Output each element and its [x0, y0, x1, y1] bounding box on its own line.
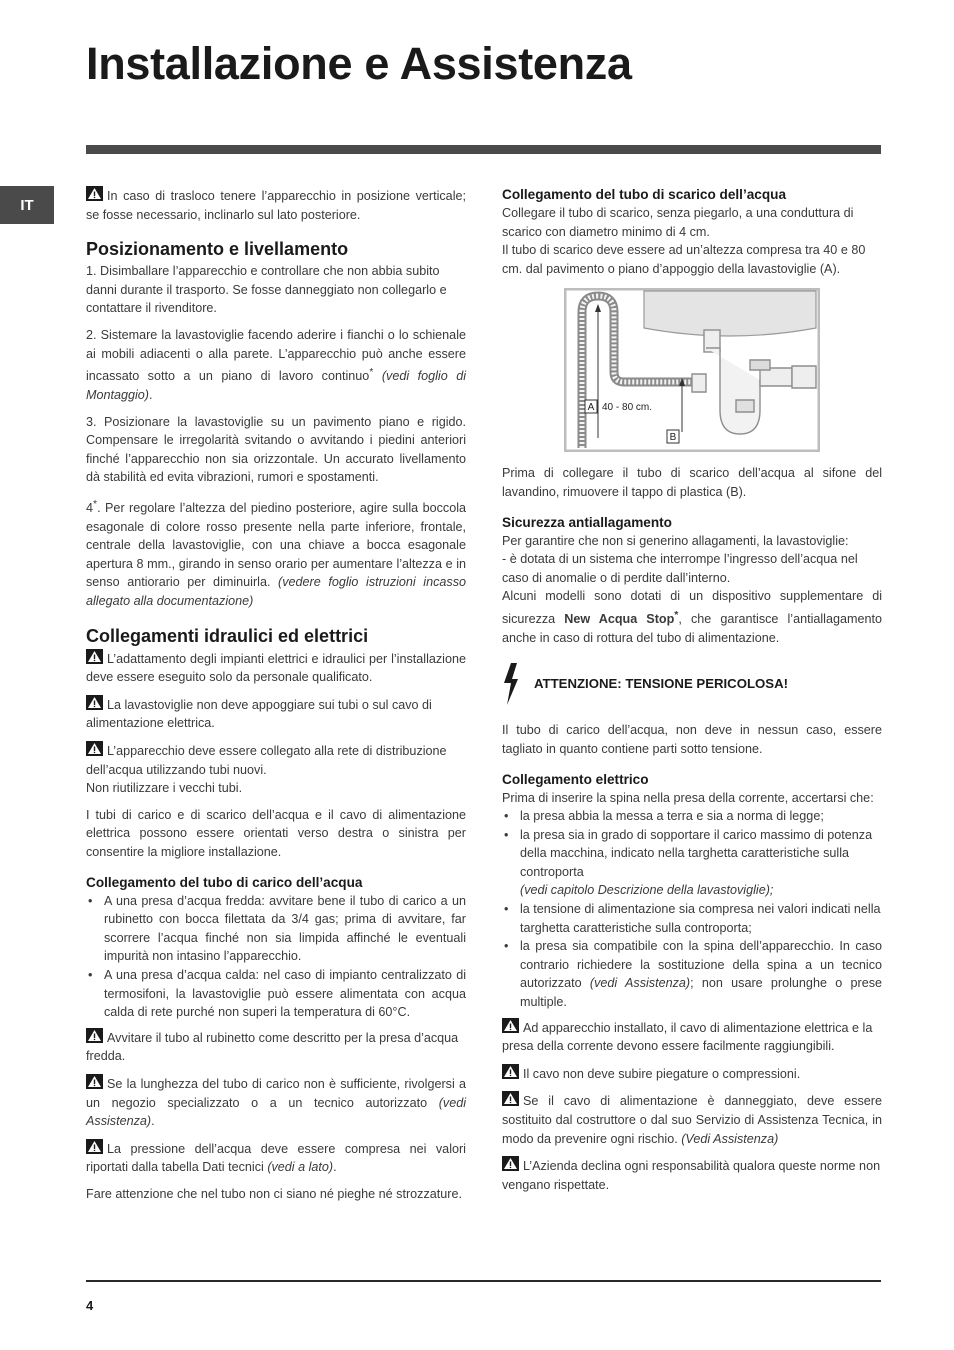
paragraph-sic-2: - è dotata di un sistema che interrompe l’ingresso dell’acqua nel caso di anomalie o di perdite dall’interno.: [502, 552, 858, 585]
paragraph-danger: Il tubo di carico dell’acqua, non deve in nessun caso, essere tagliato in quanto contiene parti sotto tensione.: [502, 723, 882, 756]
paragraph-pos-4: 4*. Per regolare l’altezza del piedino posteriore, agire sulla boccola esagonale di colore rosso presente nella parte inferiore, frontale, centrale della lavastoviglie, con una chiave a bocca esagonale apertura 8 mm., girando in senso orario per aumentare l’altezza e in senso antiorario per diminuirla. (vedere foglio istruzioni incasso allegato alla documentazione): [86, 497, 466, 609]
danger-label: ATTENZIONE: TENSIONE PERICOLOSA!: [534, 676, 788, 692]
warning-icon: [86, 1139, 103, 1154]
warning-paragraph: Il cavo non deve subire piegature o compressioni.: [502, 1064, 882, 1084]
header-rule: [86, 145, 881, 154]
paragraph-pos-3: 3. Posizionare la lavastoviglie su un pavimento piano e rigido. Compensare le irregolarità svitando o avvitando i piedini anteriori finché l’apparecchio non sia orizzontale. Un accurato livellamento dà stabilità ed evita vibrazioni, rumori e spostamenti.: [86, 414, 466, 485]
page-number: 4: [86, 1298, 94, 1313]
paragraph-scarico-3: Prima di collegare il tubo di scarico dell’acqua al sifone del lavandino, rimuovere il tappo di plastica (B).: [502, 466, 882, 499]
warning-paragraph: La lavastoviglie non deve appoggiare sui tubi o sul cavo di alimentazione elettrica.: [86, 695, 466, 733]
page-title: Installazione e Assistenza: [86, 38, 632, 89]
label-b: B: [669, 432, 677, 444]
warning-icon: [502, 1091, 519, 1106]
paragraph-sic-1: Per garantire che non si generino allagamenti, la lavastoviglie:: [502, 533, 849, 548]
subheading-carico: Collegamento del tubo di carico dell’acqua: [86, 874, 363, 890]
paragraph-el: Prima di inserire la spina nella presa della corrente, accertarsi che:: [502, 790, 874, 805]
subheading-sicurezza: Sicurezza antiallagamento: [502, 514, 672, 530]
warning-icon: [86, 695, 103, 710]
right-column: [502, 186, 882, 1202]
list-carico: [86, 892, 466, 1022]
subheading-scarico: Collegamento del tubo di scarico dell’acqua: [502, 187, 787, 202]
paragraph-pos-1: 1. Disimballare l’apparecchio e controllare che non abbia subito danni durante il trasporto. Se fosse danneggiato non collegarlo e contattare il rivenditore.: [86, 264, 447, 316]
list-item: • la presa sia compatibile con la spina dell’apparecchio. In caso contrario richiedere la sostituzione della spina a un tecnico autorizzato (vedi Assistenza); non usare prolunghe o prese multiple.: [502, 937, 882, 1011]
section-heading-posizionamento: Posizionamento e livellamento: [86, 239, 349, 260]
subheading-elettrico: Collegamento elettrico: [502, 771, 649, 787]
list-item: • A una presa d’acqua calda: nel caso di impianto centralizzato di termosifoni, la lavastoviglie può essere alimentata con acqua calda di rete purché non superi la temperatura di 60°C.: [86, 966, 466, 1022]
warning-paragraph: Avvitare il tubo al rubinetto come descritto per la presa d’acqua fredda.: [86, 1028, 466, 1066]
paragraph-pos-2: 2. Sistemare la lavastoviglie facendo aderire i fianchi o lo schienale ai mobili adiacenti o alla parete. L’apparecchio può anche essere incassato sotto a un piano di lavoro continuo* (vedi foglio di Montaggio).: [86, 327, 466, 402]
warning-icon: [86, 1074, 103, 1089]
warning-icon: [502, 1064, 519, 1079]
warning-paragraph: L’adattamento degli impianti elettrici e idraulici per l’installazione deve essere eseguito solo da personale qualificato.: [86, 649, 466, 687]
warning-icon: [86, 1028, 103, 1043]
warning-paragraph: La pressione dell’acqua deve essere compresa nei valori riportati dalla tabella Dati tecnici (vedi a lato).: [86, 1139, 466, 1177]
list-item: • la tensione di alimentazione sia compresa nei valori indicati nella targhetta caratteristiche sulla controporta;: [502, 900, 882, 937]
list-item: • la presa sia in grado di sopportare il carico massimo di potenza della macchina, indicato nella targhetta caratteristiche sulla controporta (vedi capitolo Descrizione della lavastoviglie);: [502, 826, 882, 900]
warning-icon: [502, 1156, 519, 1171]
warning-icon: [86, 741, 103, 756]
list-elettrico: [502, 807, 882, 1012]
intro-warning: In caso di trasloco tenere l’apparecchio in posizione verticale; se fosse necessario, inclinarlo sul lato posteriore.: [86, 186, 466, 224]
language-tab: IT: [0, 186, 54, 224]
paragraph-orientamento: I tubi di carico e di scarico dell’acqua e il cavo di alimentazione elettrica possono essere orientati verso destra o sinistra per consentire la migliore installazione.: [86, 807, 466, 859]
danger-notice: [502, 661, 882, 707]
sink-basin: [644, 291, 816, 336]
section-heading-collegamenti: Collegamenti idraulici ed elettrici: [86, 625, 369, 646]
warning-paragraph: Ad apparecchio installato, il cavo di alimentazione elettrica e la presa della corrente devono essere facilmente raggiungibili.: [502, 1018, 882, 1056]
paragraph-scarico-1: Collegare il tubo di scarico, senza piegarlo, a una conduttura di scarico con diametro minimo di 4 cm.: [502, 206, 854, 239]
list-item: • la presa abbia la messa a terra e sia a norma di legge;: [502, 807, 882, 826]
drain-diagram: [564, 288, 820, 452]
warning-paragraph: Se il cavo di alimentazione è danneggiato, deve essere sostituito dal costruttore o dal suo Servizio di Assistenza Tecnica, in modo da prevenire ogni rischio. (Vedi Assistenza): [502, 1091, 882, 1148]
label-a: A: [587, 402, 595, 414]
warning-paragraph: Se la lunghezza del tubo di carico non è sufficiente, rivolgersi a un negozio specializzato o a un tecnico autorizzato (vedi Assistenza).: [86, 1074, 466, 1131]
warning-icon: [86, 186, 103, 201]
footer-rule: [86, 1280, 881, 1282]
warning-icon: [502, 1018, 519, 1033]
left-column: [86, 186, 466, 1212]
paragraph-scarico-2: Il tubo di scarico deve essere ad un’altezza compresa tra 40 e 80 cm. dal pavimento o piano d’appoggio della lavastoviglie (A).: [502, 243, 866, 276]
lightning-icon: [502, 661, 520, 707]
height-range-label: 40 - 80 cm.: [602, 402, 653, 414]
warning-paragraph: L’apparecchio deve essere collegato alla rete di distribuzione dell’acqua utilizzando tubi nuovi. Non riutilizzare i vecchi tubi.: [86, 741, 466, 798]
list-item: • A una presa d’acqua fredda: avvitare bene il tubo di carico a un rubinetto con bocca filettata da 3/4 gas; prima di avvitare, far scorrere l’acqua finché non sia limpida affinché le eventuali impurità non intasino l’apparecchio.: [86, 892, 466, 966]
paragraph-pieghe: Fare attenzione che nel tubo non ci siano né pieghe né strozzature.: [86, 1186, 462, 1201]
paragraph-sic-3: Alcuni modelli sono dotati di un dispositivo supplementare di sicurezza New Acqua Stop*, che garantisce l’antiallagamento anche in caso di rottura del tubo di alimentazione.: [502, 589, 882, 645]
warning-paragraph: L’Azienda declina ogni responsabilità qualora queste norme non vengano rispettate.: [502, 1156, 882, 1194]
warning-icon: [86, 649, 103, 664]
